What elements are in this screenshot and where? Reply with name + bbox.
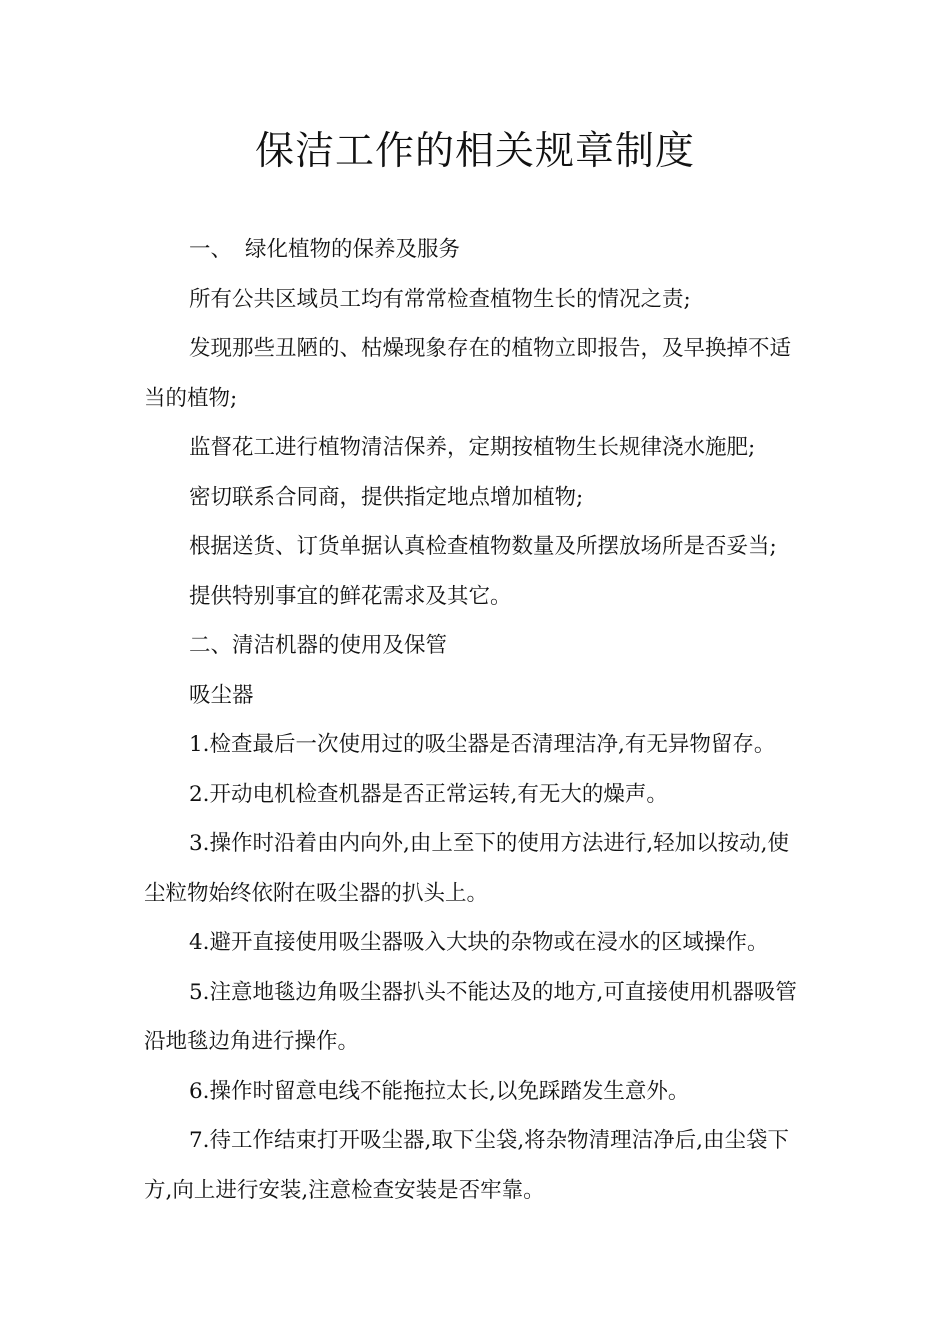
paragraph: 提供特别事宜的鲜花需求及其它。	[189, 583, 512, 609]
numbered-item: 4.避开直接使用吸尘器吸入大块的杂物或在浸水的区域操作。	[189, 930, 769, 955]
numbered-item: 3.操作时沿着由内向外,由上至下的使用方法进行,轻加以按动,使尘粒物始终依附在吸尘器的扒头上。	[144, 831, 790, 906]
document-body	[144, 225, 809, 1215]
document-title: 保洁工作的相关规章制度	[254, 129, 695, 174]
paragraph: 密切联系合同商，提供指定地点增加植物;	[189, 484, 584, 510]
numbered-item: 7.待工作结束打开吸尘器,取下尘袋,将杂物清理洁净后,由尘袋下方,向上进行安装,注意检查安装是否牢靠。	[144, 1128, 790, 1203]
numbered-item: 5.注意地毯边角吸尘器扒头不能达及的地方,可直接使用机器吸管沿地毯边角进行操作。	[144, 979, 797, 1054]
paragraph: 所有公共区域员工均有常常检查植物生长的情况之责;	[189, 286, 691, 312]
numbered-item: 6.操作时留意电线不能拖拉太长,以免踩踏发生意外。	[189, 1078, 690, 1104]
paragraph: 发现那些丑陋的、枯燥现象存在的植物立即报告，及早换掉不适当的植物;	[144, 336, 792, 411]
section-1-number: 一、	[189, 237, 233, 262]
section-1-heading-text: 绿化植物的保养及服务	[245, 237, 461, 262]
numbered-item: 2.开动电机检查机器是否正常运转,有无大的燥声。	[189, 781, 668, 807]
paragraph: 监督花工进行植物清洁保养，定期按植物生长规律浇水施肥;	[189, 435, 756, 460]
paragraph: 根据送货、订货单据认真检查植物数量及所摆放场所是否妥当;	[189, 534, 777, 559]
section-2-subheading: 吸尘器	[189, 682, 254, 708]
section-2-heading: 二、清洁机器的使用及保管	[189, 633, 448, 658]
section-1-heading	[144, 225, 809, 275]
numbered-item: 1.检查最后一次使用过的吸尘器是否清理洁净,有无异物留存。	[189, 732, 776, 757]
